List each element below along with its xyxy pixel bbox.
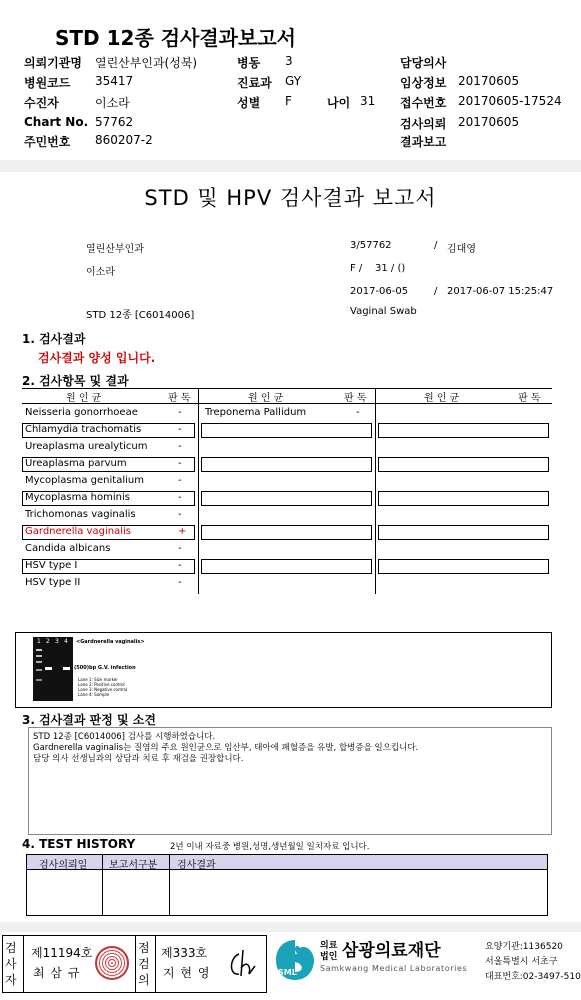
header-field-value: 20170605-17524 — [458, 94, 562, 108]
header-field-value: 20170605 — [458, 115, 520, 129]
specimen-type: Vaginal Swab — [350, 306, 417, 317]
empty-result-box — [201, 457, 372, 472]
organism-result: - — [178, 560, 182, 571]
empty-result-box — [201, 491, 372, 506]
header-field-value: 20170605 — [458, 74, 520, 88]
organism-result: - — [178, 424, 182, 435]
date-received: 2017-06-05 — [350, 286, 409, 297]
header-field-value: 열린산부인과(성북) — [95, 56, 198, 70]
signature-mark — [225, 946, 263, 982]
header-field-label: 담당의사 — [400, 56, 447, 70]
header-field-label: 진료과 — [237, 76, 272, 90]
section1-title: 1. 검사결과 — [22, 332, 86, 346]
logo-text: SML — [278, 968, 297, 977]
empty-result-box — [378, 491, 549, 506]
history-note: 2년 이내 자료중 병원,성명,생년월일 일치자료 입니다. — [170, 842, 370, 852]
organism-result: - — [178, 458, 182, 469]
header-field-label: 주민번호 — [24, 135, 71, 149]
history-header — [27, 855, 547, 870]
patient-name: 이소라 — [86, 267, 115, 278]
org-phone: 대표번호:02-3497-510 — [485, 972, 581, 982]
seal-stamp — [95, 946, 129, 980]
col-header-organism: 원 인 균 — [248, 393, 284, 404]
org-contact — [485, 940, 581, 985]
report-title: STD 및 HPV 검사결과 보고서 — [144, 186, 437, 210]
empty-result-box — [378, 457, 549, 472]
history-divider — [169, 855, 170, 915]
organism-result: - — [178, 407, 182, 418]
org-address: 서울특별시 서초구 — [485, 957, 558, 967]
organism-result: - — [178, 441, 182, 452]
org-english-name: Samkwang Medical Laboratories — [320, 964, 468, 973]
header-title: STD 12종 검사결과보고서 — [55, 26, 296, 50]
empty-result-box — [201, 559, 372, 574]
doctor-name: 김대영 — [447, 244, 476, 255]
section3-title: 3. 검사결과 판정 및 소견 — [22, 713, 156, 727]
history-col: 검사의뢰일 — [39, 860, 88, 871]
date-reported: 2017-06-07 15:25:47 — [447, 286, 554, 297]
col-header-result: 판 독 — [518, 393, 541, 404]
findings-line: 담당 의사 선생님과의 상담과 치료 후 재검을 권장합니다. — [33, 754, 244, 764]
col-header-result: 판 독 — [344, 393, 367, 404]
empty-result-box — [378, 525, 549, 540]
organism-name: Trichomonas vaginalis — [25, 509, 136, 520]
inspector-name: 최 삼 규 — [33, 966, 81, 980]
footer-divider — [23, 936, 24, 992]
gel-image — [33, 637, 73, 701]
results-table-header — [22, 388, 552, 404]
header-field-value: F — [285, 94, 292, 108]
hospital-name: 열린산부인과 — [86, 244, 144, 255]
organism-name: HSV type I — [25, 560, 78, 571]
organism-result: - — [178, 509, 182, 520]
history-col: 검사결과 — [177, 860, 216, 871]
organism-name: Ureaplasma parvum — [25, 458, 127, 469]
header-field-label: 수진자 — [24, 96, 59, 110]
header-field-label: 검사의뢰 — [400, 117, 447, 131]
header-field-label: 병원코드 — [24, 76, 71, 90]
col-header-organism: 원 인 균 — [66, 393, 102, 404]
org-logo — [272, 938, 318, 986]
gel-legend-item: Lane 1: Size marker — [78, 677, 118, 682]
gel-legend-item: Lane 4: Sample — [78, 692, 110, 697]
findings-box — [28, 727, 552, 835]
organism-result: - — [178, 577, 182, 588]
gel-panel — [15, 632, 552, 708]
org-name: 삼광의료재단 — [342, 941, 441, 961]
section4-title: 4. TEST HISTORY — [22, 837, 136, 851]
separator-slash: / — [434, 240, 438, 251]
organism-name: Gardnerella vaginalis — [25, 526, 131, 537]
gel-lane-label: 1 — [37, 638, 41, 645]
organism-result: - — [356, 407, 360, 418]
column-divider — [198, 388, 199, 594]
organism-result: + — [178, 526, 187, 537]
organism-result: - — [178, 492, 182, 503]
header-field-value: GY — [285, 74, 302, 88]
header-field-label: 나이 — [327, 96, 351, 110]
organism-result: - — [178, 475, 182, 486]
organism-name: Candida albicans — [25, 543, 111, 554]
test-code: STD 12종 [C6014006] — [86, 310, 195, 321]
gel-band — [45, 667, 52, 670]
gel-band-label: (500)bp G.V. infection — [74, 665, 136, 671]
organism-result: - — [178, 543, 182, 554]
header-field-label: 의뢰기관명 — [24, 56, 82, 70]
separator-slash: / — [434, 286, 438, 297]
gel-band — [63, 667, 70, 670]
header-field-value: 57762 — [95, 115, 134, 129]
gel-legend-item: Lane 3: Negative control — [78, 687, 128, 692]
col-header-organism: 원 인 균 — [424, 393, 460, 404]
header-field-value: 3 — [285, 54, 293, 68]
inspector-label: 검사자 — [5, 941, 17, 987]
chart-number: 3/57762 — [350, 240, 392, 251]
header-field-label: 성별 — [237, 96, 261, 110]
header-field-label: Chart No. — [24, 115, 89, 129]
empty-result-box — [378, 559, 549, 574]
findings-text — [33, 732, 418, 765]
inspector-license: 제11194호 — [31, 946, 93, 960]
footer-divider — [155, 936, 156, 992]
gel-lane-label: 2 — [46, 638, 50, 645]
checker-name: 지 현 영 — [163, 966, 211, 980]
header-field-label: 임상정보 — [400, 76, 447, 90]
history-table — [26, 854, 548, 916]
checker-license: 제333호 — [161, 946, 208, 960]
gel-lane-label: 3 — [55, 638, 59, 645]
header-field-label: 접수번호 — [400, 96, 447, 110]
findings-line: Gardnerella vaginalis는 질염의 주요 원인균으로 임산부, 태아에 패혈증을 유발, 합병증을 일으킵니다. — [33, 743, 419, 753]
empty-result-box — [201, 423, 372, 438]
footer-divider — [135, 936, 136, 992]
empty-result-box — [378, 423, 549, 438]
organism-name: Neisseria gonorrhoeae — [25, 407, 138, 418]
header-field-value: 31 — [360, 94, 376, 108]
organism-name: HSV type II — [25, 577, 81, 588]
organism-name: Treponema Pallidum — [205, 407, 307, 418]
footer-separator — [0, 922, 581, 932]
header-field-value: 860207-2 — [95, 133, 153, 147]
history-col: 보고서구분 — [109, 860, 158, 871]
organism-name: Ureaplasma urealyticum — [25, 441, 148, 452]
gel-lane-label: 4 — [64, 638, 68, 645]
gel-legend — [78, 677, 127, 697]
signature-box — [2, 935, 267, 993]
header-field-label: 병동 — [237, 56, 261, 70]
findings-line: STD 12종 [C6014006] 검사를 시행하였습니다. — [33, 732, 216, 742]
gel-legend-item: Lane 2: Positive control — [78, 682, 125, 687]
section2-title: 2. 검사항목 및 결과 — [22, 374, 129, 388]
result-summary: 검사결과 양성 입니다. — [38, 351, 156, 365]
empty-result-box — [201, 525, 372, 540]
history-divider — [102, 855, 103, 915]
sex-age: F / 31 / () — [350, 263, 406, 274]
gel-title: <Gardnerella vaginalis> — [76, 639, 145, 645]
organism-name: Chlamydia trachomatis — [25, 424, 142, 435]
header-field-value: 이소라 — [95, 96, 130, 110]
col-header-result: 판 독 — [168, 393, 191, 404]
header-field-label: 결과보고 — [400, 135, 447, 149]
organism-name: Mycoplasma genitalium — [25, 475, 144, 486]
org-code: 요양기관:1136520 — [485, 942, 563, 952]
column-divider — [375, 388, 376, 594]
gel-ladder — [36, 649, 42, 695]
checker-label: 점검의 — [138, 941, 150, 987]
corp-label: 의료법인 — [320, 941, 338, 962]
header-field-value: 35417 — [95, 74, 134, 88]
organism-name: Mycoplasma hominis — [25, 492, 130, 503]
page-separator — [0, 160, 581, 172]
